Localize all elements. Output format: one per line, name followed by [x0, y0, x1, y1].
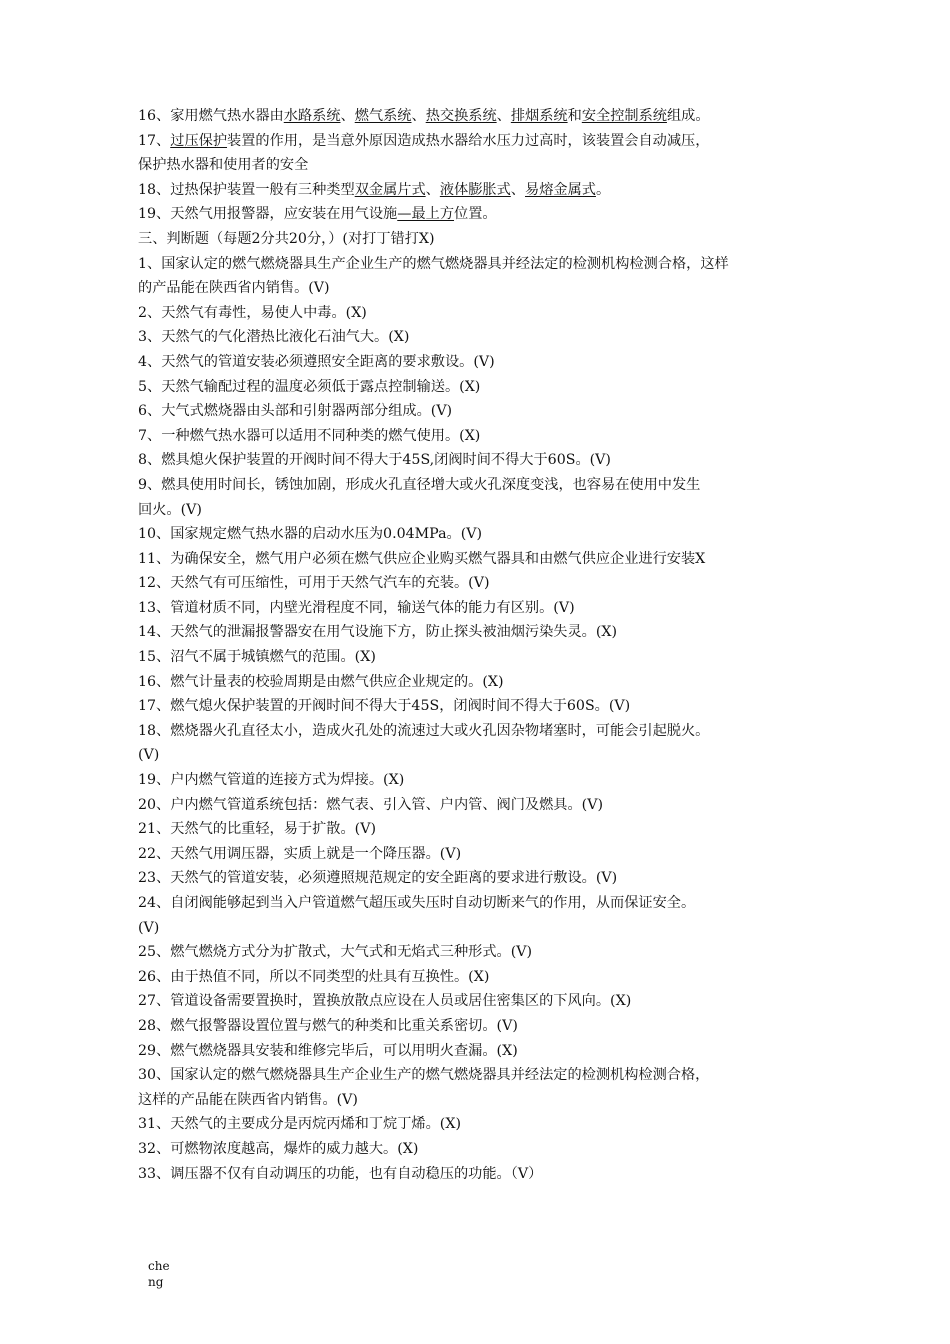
judge-question-13: 13、管道材质不同，内壁光滑程度不同，输送气体的能力有区别。(V): [138, 599, 575, 616]
text: 和: [567, 108, 582, 124]
judge-question-31: 31、天然气的主要成分是丙烷丙烯和丁烷丁烯。(X): [138, 1116, 461, 1133]
judge-question-12: 12、天然气有可压缩性，可用于天然气汽车的充装。(V): [138, 575, 490, 592]
judge-question-27: 27、管道设备需要置换时，置换放散点应设在人员或居住密集区的下风向。(X): [138, 993, 632, 1010]
answer-underlined: 排烟系统: [510, 108, 568, 124]
judge-question-20: 20、户内燃气管道系统包括：燃气表、引入管、户内管、阀门及燃具。(V): [138, 796, 603, 813]
document-body: [138, 104, 814, 1186]
answer-underlined: 水路系统: [283, 108, 341, 124]
judge-question-6: 6、大气式燃烧器由头部和引射器两部分组成。(V): [138, 403, 453, 420]
answer-underlined: —最上方: [397, 206, 455, 223]
judge-question-1: 1、国家认定的燃气燃烧器具生产企业生产的燃气燃烧器具并经法定的检测机构检测合格，这样: [138, 255, 729, 272]
judge-question-24: 24、自闭阀能够起到当入户管道燃气超压或失压时自动切断来气的作用，从而保证安全。: [138, 895, 696, 911]
judge-question-17: 17、燃气熄火保护装置的开阀时间不得大于45S，闭阀时间不得大于60S。(V): [138, 698, 631, 715]
answer-underlined: 双金属片式: [354, 181, 426, 198]
fill-question-17-cont: 保护热水器和使用者的安全: [138, 157, 309, 174]
text: 、: [510, 181, 525, 198]
judge-question-19: 19、户内燃气管道的连接方式为焊接。(X): [138, 772, 405, 789]
answer-underlined: 热交换系统: [425, 108, 497, 124]
text: 、: [425, 181, 440, 198]
judge-question-14: 14、天然气的泄漏报警器安在用气设施下方，防止探头被油烟污染失灵。(X): [138, 624, 618, 641]
judge-question-21: 21、天然气的比重轻，易于扩散。(V): [138, 821, 376, 838]
judge-question-1-cont: 的产品能在陕西省内销售。(V): [138, 280, 330, 297]
text: 位置。: [454, 206, 497, 223]
text: 17、: [138, 132, 171, 149]
judge-question-25: 25、燃气燃烧方式分为扩散式，大气式和无焰式三种形式。(V): [138, 944, 533, 961]
judge-question-18-cont: (V): [138, 747, 160, 764]
answer-underlined: 液体膨胀式: [439, 181, 511, 198]
section-heading: 三、判断题（每题2分共20分，）(对打丁错打X): [138, 230, 435, 247]
text: 、: [496, 108, 511, 124]
text: 。: [595, 181, 611, 198]
judge-question-18: 18、燃烧器火孔直径太小，造成火孔处的流速过大或火孔因杂物堵塞时，可能会引起脱火。: [138, 722, 710, 739]
judge-question-33: 33、调压器不仅有自动调压的功能，也有自动稳压的功能。（V）: [138, 1165, 543, 1182]
text: 组成。: [666, 108, 710, 124]
answer-underlined: 过压保护: [170, 132, 228, 149]
judge-question-15: 15、沼气不属于城镇燃气的范围。(X): [138, 649, 376, 666]
footer-line: ng: [148, 1275, 164, 1289]
judge-question-29: 29、燃气燃烧器具安装和维修完毕后，可以用明火查漏。(X): [138, 1042, 518, 1059]
judge-question-22: 22、天然气用调压器，实质上就是一个降压器。(V): [138, 845, 462, 862]
judge-question-10: 10、国家规定燃气热水器的启动水压为0.04MPa。(V): [138, 526, 483, 543]
judge-question-9-cont: 回火。(V): [138, 501, 202, 518]
fill-question-17: [138, 129, 814, 154]
answer-underlined: 安全控制系统: [581, 108, 667, 124]
judge-question-24-cont: (V): [138, 919, 160, 936]
judge-question-26: 26、由于热值不同，所以不同类型的灶具有互换性。(X): [138, 968, 490, 985]
judge-question-list: [138, 252, 814, 1187]
judge-question-7: 7、一种燃气热水器可以适用不同种类的燃气使用。(X): [138, 427, 481, 444]
judge-question-32: 32、可燃物浓度越高，爆炸的威力越大。(X): [138, 1140, 419, 1157]
judge-question-23: 23、天然气的管道安装，必须遵照规范规定的安全距离的要求进行敷设。(V): [138, 870, 618, 887]
answer-underlined: 易熔金属式: [525, 181, 596, 198]
judge-question-5: 5、天然气输配过程的温度必须低于露点控制输送。(X): [138, 378, 481, 395]
judge-question-8: 8、燃具熄火保护装置的开阀时间不得大于45S,闭阀时间不得大于60S。(V): [138, 452, 611, 469]
judge-question-30-cont: 这样的产品能在陕西省内销售。(V): [138, 1091, 358, 1108]
footer-note: [148, 1258, 170, 1290]
judge-question-11: 11、为确保安全，燃气用户必须在燃气供应企业购买燃气器具和由燃气供应企业进行安装X: [138, 550, 706, 567]
text: 、: [340, 108, 355, 124]
judge-question-4: 4、天然气的管道安装必须遵照安全距离的要求敷设。(V): [138, 353, 495, 370]
fill-question-18: [138, 178, 814, 203]
footer-line: che: [148, 1259, 170, 1273]
judge-question-9: 9、燃具使用时间长，锈蚀加剧，形成火孔直径增大或火孔深度变浅，也容易在使用中发生: [138, 476, 701, 493]
fill-question-16: [138, 104, 814, 129]
judge-question-28: 28、燃气报警器设置位置与燃气的种类和比重关系密切。(V): [138, 1017, 518, 1034]
judge-question-3: 3、天然气的气化潜热比液化石油气大。(X): [138, 329, 410, 346]
judge-question-30: 30、国家认定的燃气燃烧器具生产企业生产的燃气燃烧器具并经法定的检测机构检测合格，: [138, 1067, 710, 1084]
text: 16、家用燃气热水器由: [138, 108, 284, 124]
text: 装置的作用，是当意外原因造成热水器给水压力过高时，该装置会自动减压，: [227, 132, 710, 149]
text: 19、天然气用报警器，应安装在用气设施: [138, 206, 398, 223]
judge-question-2: 2、天然气有毒性，易使人中毒。(X): [138, 304, 367, 321]
text: 、: [411, 108, 426, 124]
text: 18、过热保护装置一般有三种类型: [138, 181, 355, 198]
answer-underlined: 燃气系统: [354, 108, 412, 124]
judge-question-16: 16、燃气计量表的校验周期是由燃气供应企业规定的。(X): [138, 673, 504, 690]
fill-question-19: [138, 202, 814, 227]
